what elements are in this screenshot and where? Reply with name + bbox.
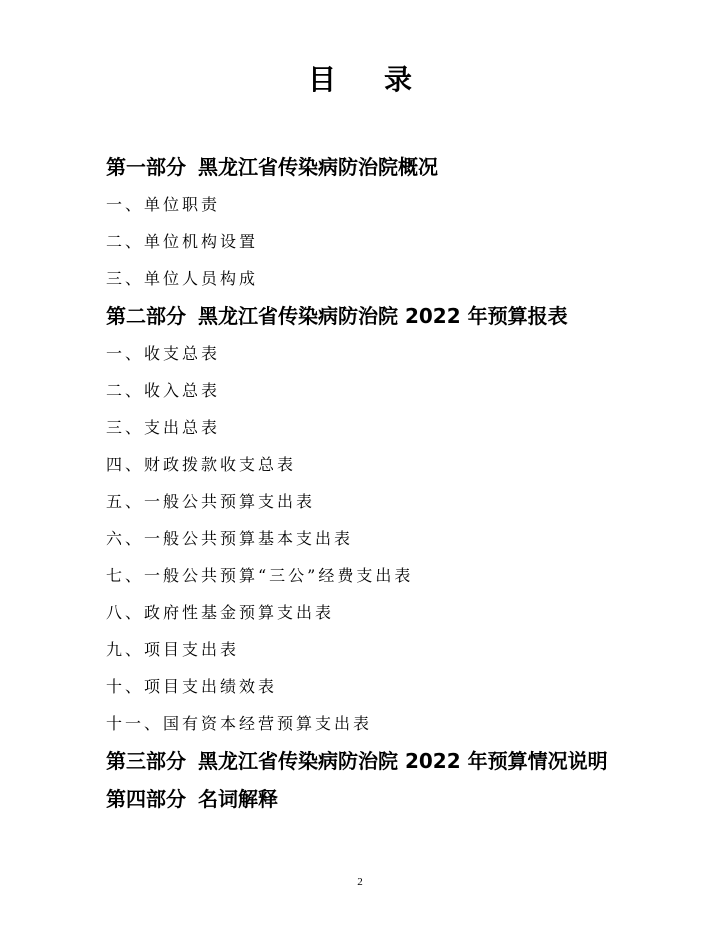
- toc-item[interactable]: 二、收入总表: [106, 381, 221, 400]
- part-label: 第三部分: [106, 749, 186, 773]
- toc-part-2[interactable]: [106, 297, 686, 335]
- part-label: 第一部分: [106, 155, 186, 179]
- part-title: 黑龙江省传染病防治院 2022 年预算情况说明: [198, 749, 608, 773]
- toc-item[interactable]: 八、政府性基金预算支出表: [106, 603, 335, 622]
- toc-part-3[interactable]: [106, 742, 686, 780]
- toc-part-4[interactable]: [106, 780, 686, 818]
- toc-part-1[interactable]: [106, 148, 686, 186]
- toc-item[interactable]: 十、项目支出绩效表: [106, 677, 278, 696]
- toc-item[interactable]: 二、单位机构设置: [106, 232, 259, 251]
- table-of-contents: [106, 148, 686, 818]
- toc-item[interactable]: 七、一般公共预算“三公”经费支出表: [106, 566, 414, 585]
- part-title: 黑龙江省传染病防治院概况: [198, 155, 438, 179]
- toc-item[interactable]: 三、单位人员构成: [106, 269, 259, 288]
- toc-item[interactable]: 一、单位职责: [106, 195, 221, 214]
- toc-item[interactable]: 三、支出总表: [106, 418, 221, 437]
- toc-item[interactable]: 一、收支总表: [106, 344, 221, 363]
- part-label: 第四部分: [106, 787, 186, 811]
- part-label: 第二部分: [106, 304, 186, 328]
- toc-item[interactable]: 十一、国有资本经营预算支出表: [106, 714, 373, 733]
- part-title: 黑龙江省传染病防治院 2022 年预算报表: [198, 304, 568, 328]
- toc-item[interactable]: 四、财政拨款收支总表: [106, 455, 297, 474]
- toc-item[interactable]: 九、项目支出表: [106, 640, 240, 659]
- page-number: 2: [357, 876, 363, 888]
- page-title: 目录: [307, 63, 460, 96]
- part-title: 名词解释: [198, 787, 278, 811]
- toc-item[interactable]: 六、一般公共预算基本支出表: [106, 529, 354, 548]
- toc-item[interactable]: 五、一般公共预算支出表: [106, 492, 316, 511]
